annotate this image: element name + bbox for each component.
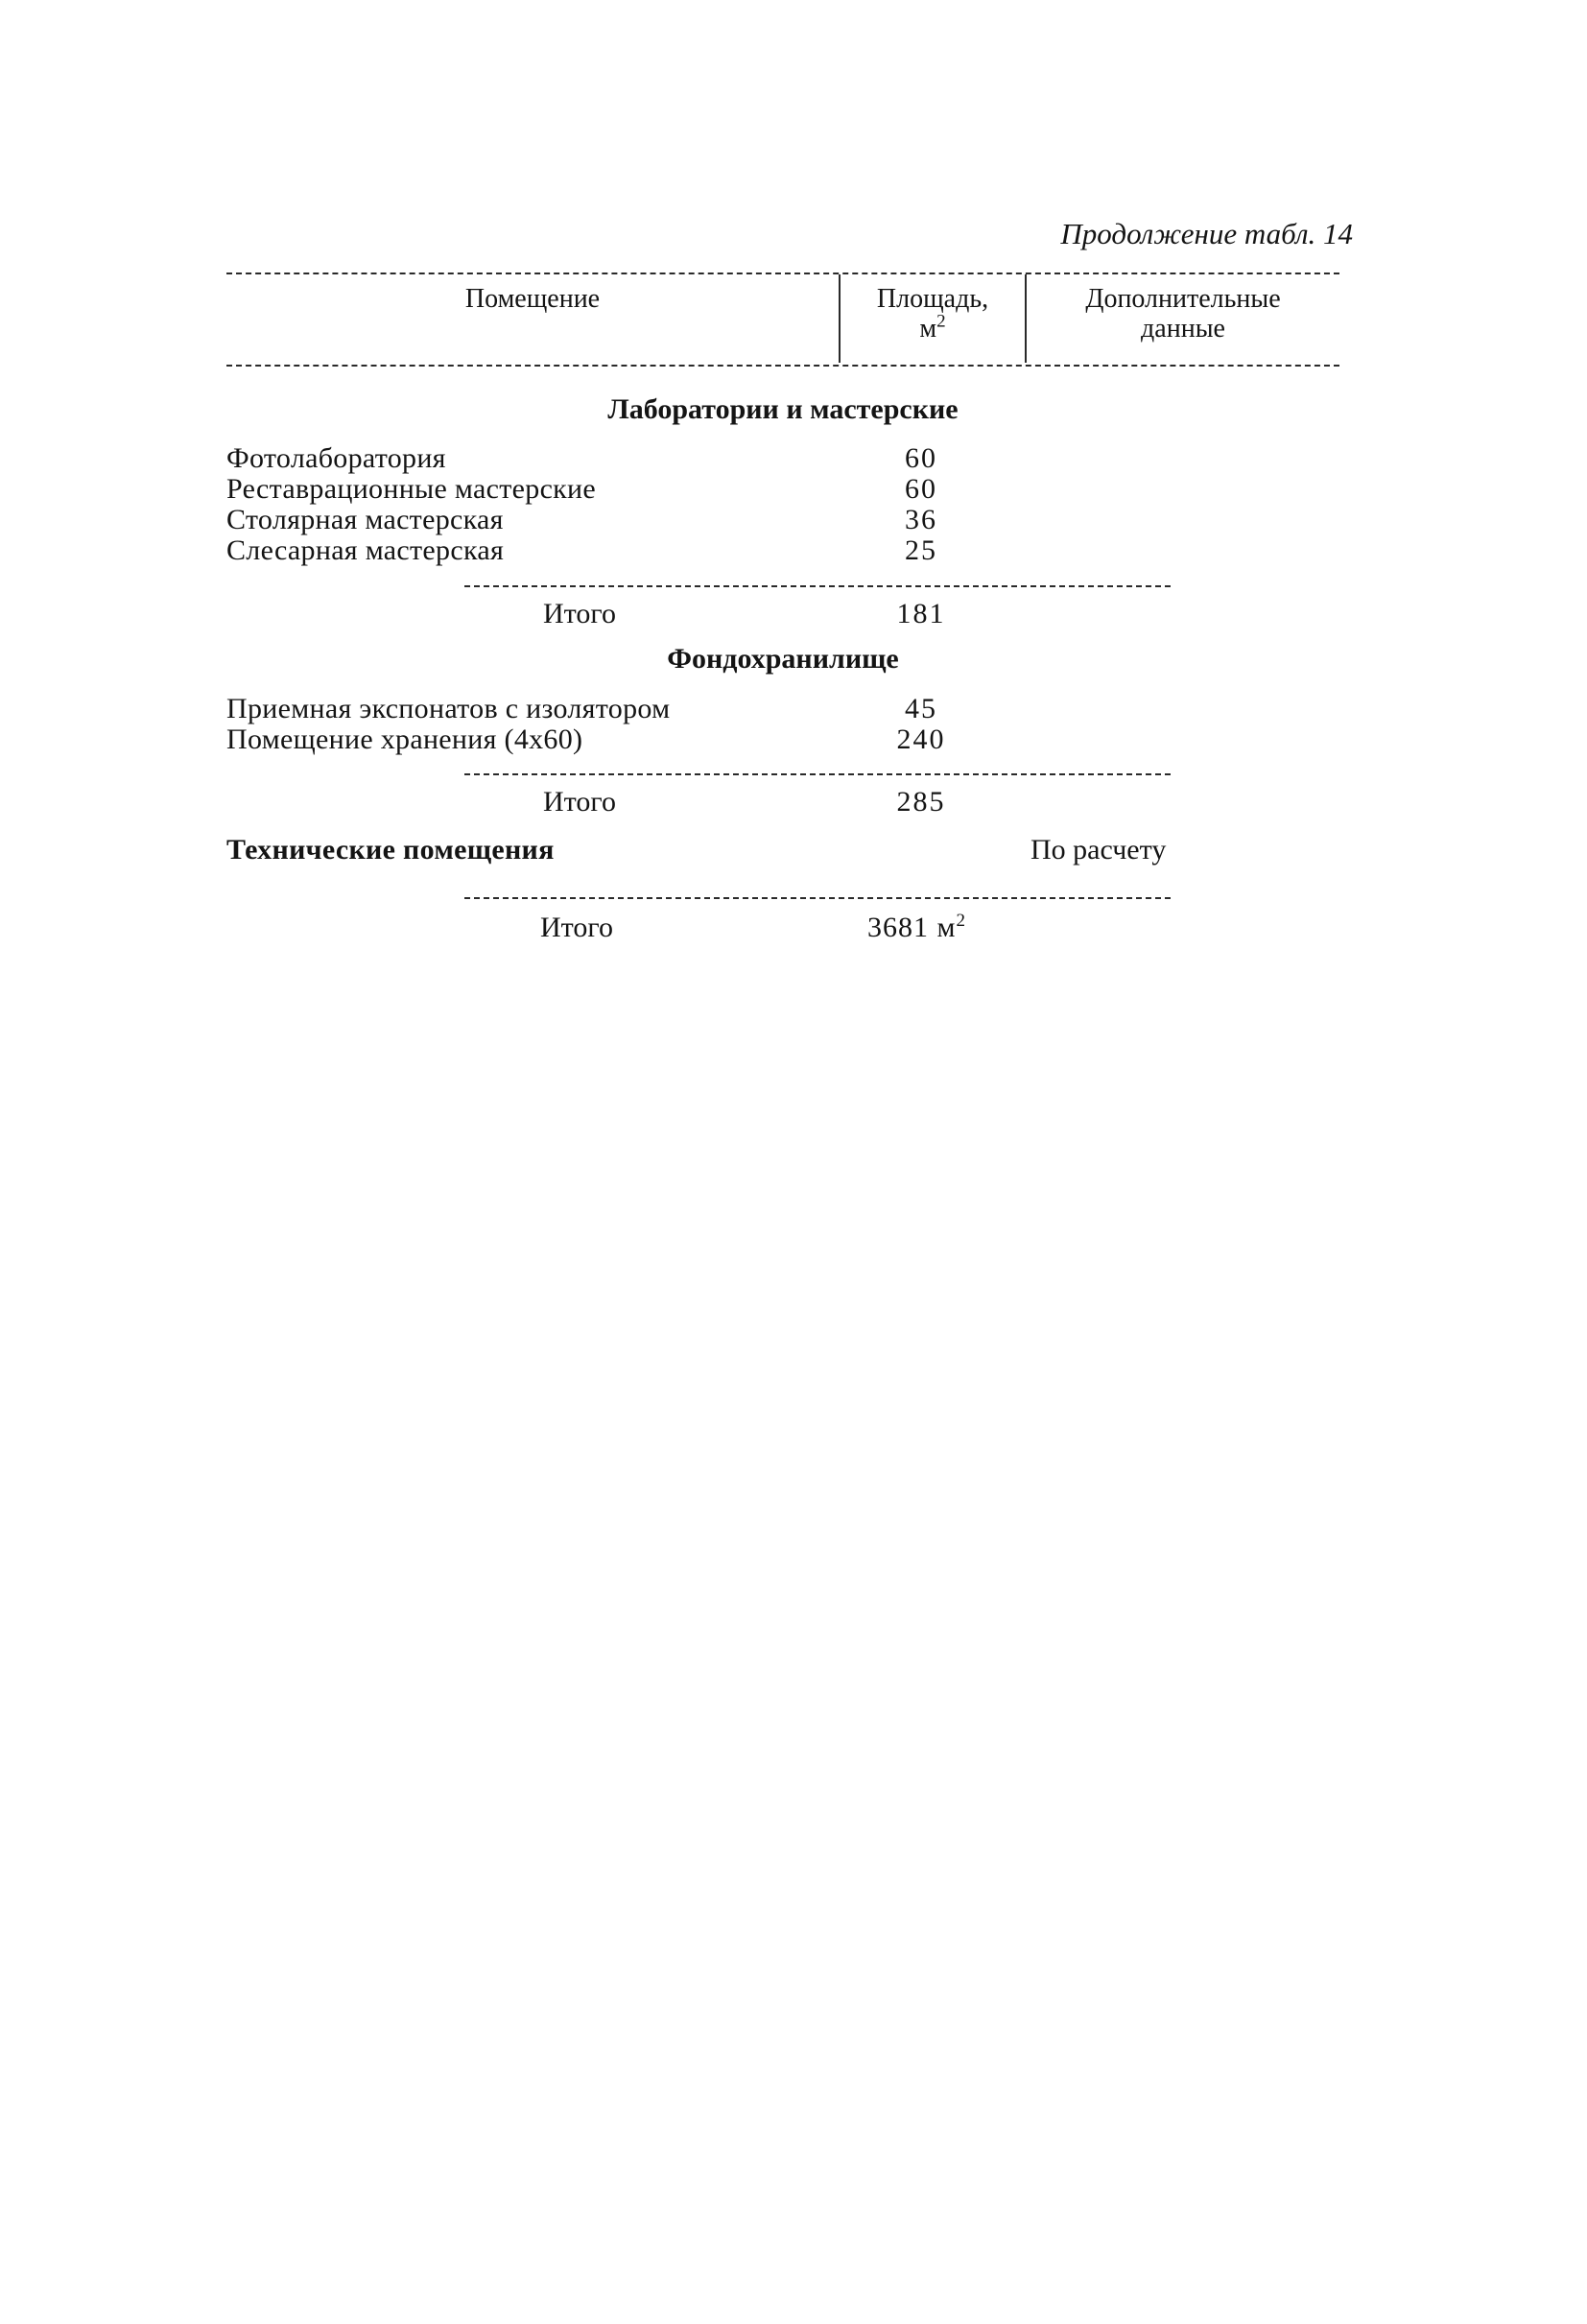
subtotal-label-labs: Итого <box>543 598 616 629</box>
row-name: Столярная мастерская <box>226 504 504 535</box>
row-area: 60 <box>905 442 937 474</box>
grand-total-number: 3681 м <box>867 912 957 943</box>
grand-total-unit-sup: 2 <box>956 911 966 931</box>
row-name: Слесарная мастерская <box>226 534 505 566</box>
row-area: 25 <box>905 534 937 566</box>
subtotal-label-storage: Итого <box>543 786 616 818</box>
row-area: 45 <box>905 693 937 724</box>
header-bottom-rule <box>226 365 1339 367</box>
grand-total-value <box>867 912 966 944</box>
subtotal-value-storage: 285 <box>896 786 946 818</box>
header-col-area-label: Площадь, <box>876 284 989 314</box>
header-col-extra-line1: Дополнительные <box>1085 284 1281 314</box>
technical-rooms-note: По расчету <box>1030 834 1167 866</box>
header-col-extra-line2: данные <box>1141 314 1225 344</box>
header-col-room <box>226 284 839 314</box>
row-name: Приемная экспонатов с изолятором <box>226 693 671 724</box>
subtotal-rule-storage <box>464 773 1171 775</box>
header-col-room-label: Помещение <box>464 284 601 314</box>
row-area: 36 <box>905 504 937 535</box>
section-title-storage: Фондохранилище <box>667 643 899 675</box>
subtotal-rule-labs <box>464 585 1171 587</box>
technical-rooms-name: Технические помещения <box>226 834 555 866</box>
grand-total-rule <box>464 897 1171 899</box>
row-area: 60 <box>905 473 937 505</box>
header-col-area <box>841 284 1025 344</box>
row-name: Помещение хранения (4х60) <box>226 723 583 755</box>
row-area: 240 <box>896 723 946 755</box>
row-name: Реставрационные мастерские <box>226 473 597 505</box>
section-title-labs: Лаборатории и мастерские <box>607 393 959 425</box>
header-top-rule <box>226 273 1339 274</box>
grand-total-label: Итого <box>540 912 613 943</box>
row-name: Фотолаборатория <box>226 442 446 474</box>
header-col-area-unit: м <box>919 314 937 344</box>
table-caption: Продолжение табл. 14 <box>1060 217 1353 250</box>
header-col-area-unit-sup: 2 <box>936 311 946 332</box>
header-col-extra <box>1027 284 1339 344</box>
subtotal-value-labs: 181 <box>896 598 946 629</box>
